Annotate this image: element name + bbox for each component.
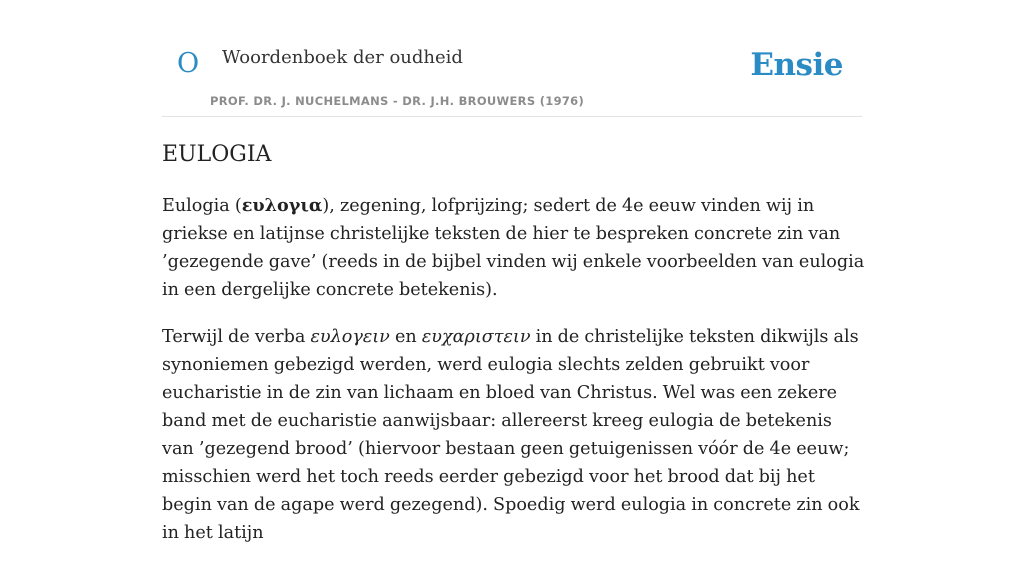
entry-content [162,192,867,566]
greek-term: ευλογια [241,195,323,216]
paragraph-text: Eulogia ( [162,196,242,216]
index-letter[interactable]: O [177,48,200,79]
paragraph-text: in de christelijke teksten dikwijls als synoniemen gebezigd werden, werd eulogia slechts zelden gebruikt voor eucharistie in de zin van lichaam en bloed van Christus. Wel was een zekere band met de eucharistie aanwijsbaar: allereerst kreeg eulogia de betekenis van ’gezegend brood’ (hiervoor bestaan geen getuigenissen vóór de 4e eeuw; misschien werd het toch reeds eerder gebezigd voor het brood dat bij het begin van de agape werd gezegend). Spoedig werd eulogia in concrete zin ook in het latijn [162,327,860,543]
book-title[interactable]: Woordenboek der oudheid [222,47,463,68]
entry-title: EULOGIA [162,142,272,167]
greek-term: ευλογειν [310,327,390,347]
site-header [162,0,862,117]
paragraph-1 [162,192,867,304]
greek-term: ευχαριστειν [421,327,531,347]
paragraph-2 [162,323,867,547]
paragraph-text: Terwijl de verba [162,327,311,347]
paragraph-text: ), zegening, lofprijzing; sedert de 4e eeuw vinden wij in griekse en latijnse christelijke teksten de hier te bespreken concrete zin van ’gezegende gave’ (reeds in de bijbel vinden wij enkele voorbeelden van eulogia in een dergelijke concrete betekenis). [162,196,865,300]
book-authors: PROF. DR. J. NUCHELMANS - DR. J.H. BROUWERS (1976) [210,94,585,108]
paragraph-text: en [389,327,422,347]
brand-logo[interactable]: Ensie [750,47,843,83]
